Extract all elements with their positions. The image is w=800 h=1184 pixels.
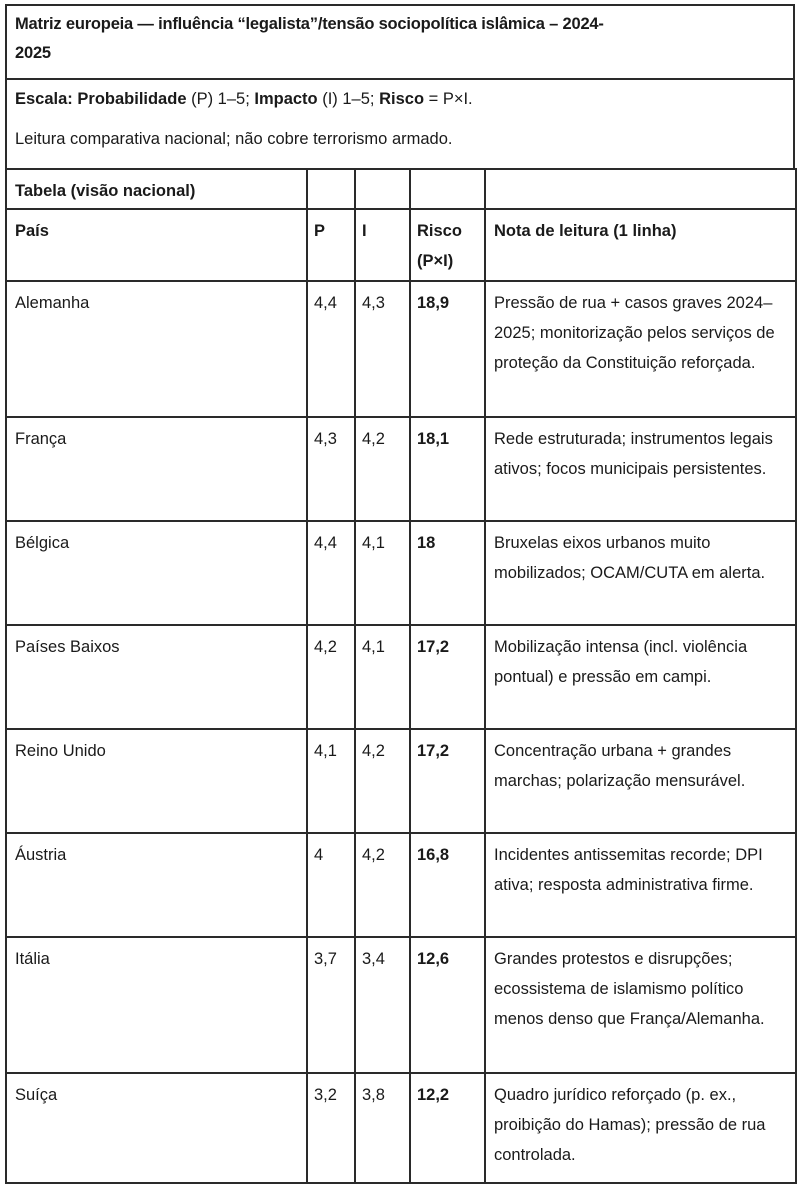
note-cell: Bruxelas eixos urbanos muito mobilizados; OCAM/CUTA em alerta. <box>485 521 796 625</box>
probability-range: (P) 1–5; <box>186 90 255 108</box>
scale-definition <box>15 84 785 114</box>
risk-cell: 17,2 <box>410 625 485 729</box>
table-section-row <box>6 169 796 209</box>
country-cell: Áustria <box>6 833 307 937</box>
impact-cell: 4,2 <box>355 833 410 937</box>
probability-cell: 3,2 <box>307 1073 355 1183</box>
probability-cell: 4,2 <box>307 625 355 729</box>
table-row <box>6 729 796 833</box>
risk-cell: 12,6 <box>410 937 485 1073</box>
table-row <box>6 833 796 937</box>
risk-matrix-table <box>5 168 797 1184</box>
impact-cell: 3,8 <box>355 1073 410 1183</box>
impact-cell: 3,4 <box>355 937 410 1073</box>
probability-cell: 4 <box>307 833 355 937</box>
risk-cell: 16,8 <box>410 833 485 937</box>
table-header-row <box>6 209 796 281</box>
note-cell: Quadro jurídico reforçado (p. ex., proibição do Hamas); pressão de rua controlada. <box>485 1073 796 1183</box>
header-note: Nota de leitura (1 linha) <box>485 209 796 281</box>
country-cell: Países Baixos <box>6 625 307 729</box>
header-risk: Risco (P×I) <box>410 209 485 281</box>
title-section <box>5 4 795 78</box>
country-cell: Suíça <box>6 1073 307 1183</box>
impact-cell: 4,3 <box>355 281 410 417</box>
probability-label: Probabilidade <box>77 90 187 108</box>
document-title <box>15 10 785 68</box>
note-cell: Rede estruturada; instrumentos legais ativos; focos municipais persistentes. <box>485 417 796 521</box>
section-label: Tabela (visão nacional) <box>6 169 307 209</box>
table-row <box>6 1073 796 1183</box>
scope-note: Leitura comparativa nacional; não cobre terrorismo armado. <box>15 130 453 148</box>
table-row <box>6 281 796 417</box>
empty-cell <box>485 169 796 209</box>
empty-cell <box>307 169 355 209</box>
header-probability: P <box>307 209 355 281</box>
note-cell: Grandes protestos e disrupções; ecossistema de islamismo político menos denso que França/Alemanha. <box>485 937 796 1073</box>
impact-label: Impacto <box>254 90 318 108</box>
scale-section <box>5 78 795 168</box>
scale-label: Escala: <box>15 90 73 108</box>
risk-cell: 18,1 <box>410 417 485 521</box>
risk-cell: 18 <box>410 521 485 625</box>
table-row <box>6 521 796 625</box>
note-cell: Incidentes antissemitas recorde; DPI ativa; resposta administrativa firme. <box>485 833 796 937</box>
impact-range: (I) 1–5; <box>317 90 380 108</box>
impact-cell: 4,1 <box>355 521 410 625</box>
country-cell: França <box>6 417 307 521</box>
document-page <box>5 4 795 1184</box>
table-row <box>6 625 796 729</box>
probability-cell: 4,1 <box>307 729 355 833</box>
country-cell: Bélgica <box>6 521 307 625</box>
table-row <box>6 937 796 1073</box>
note-cell: Concentração urbana + grandes marchas; polarização mensurável. <box>485 729 796 833</box>
header-impact: I <box>355 209 410 281</box>
probability-cell: 4,4 <box>307 521 355 625</box>
table-row <box>6 417 796 521</box>
title-line-2: 2025 <box>15 44 51 62</box>
note-cell: Mobilização intensa (incl. violência pontual) e pressão em campi. <box>485 625 796 729</box>
risk-cell: 12,2 <box>410 1073 485 1183</box>
risk-formula: = P×I. <box>424 90 473 108</box>
title-line-1: Matriz europeia — influência “legalista”/tensão sociopolítica islâmica – 2024- <box>15 15 604 33</box>
risk-label: Risco <box>379 90 425 108</box>
impact-cell: 4,2 <box>355 417 410 521</box>
country-cell: Itália <box>6 937 307 1073</box>
empty-cell <box>410 169 485 209</box>
probability-cell: 4,4 <box>307 281 355 417</box>
country-cell: Reino Unido <box>6 729 307 833</box>
probability-cell: 4,3 <box>307 417 355 521</box>
risk-cell: 17,2 <box>410 729 485 833</box>
risk-cell: 18,9 <box>410 281 485 417</box>
country-cell: Alemanha <box>6 281 307 417</box>
header-country: País <box>6 209 307 281</box>
empty-cell <box>355 169 410 209</box>
probability-cell: 3,7 <box>307 937 355 1073</box>
impact-cell: 4,1 <box>355 625 410 729</box>
note-cell: Pressão de rua + casos graves 2024–2025; monitorização pelos serviços de proteção da Constituição reforçada. <box>485 281 796 417</box>
impact-cell: 4,2 <box>355 729 410 833</box>
